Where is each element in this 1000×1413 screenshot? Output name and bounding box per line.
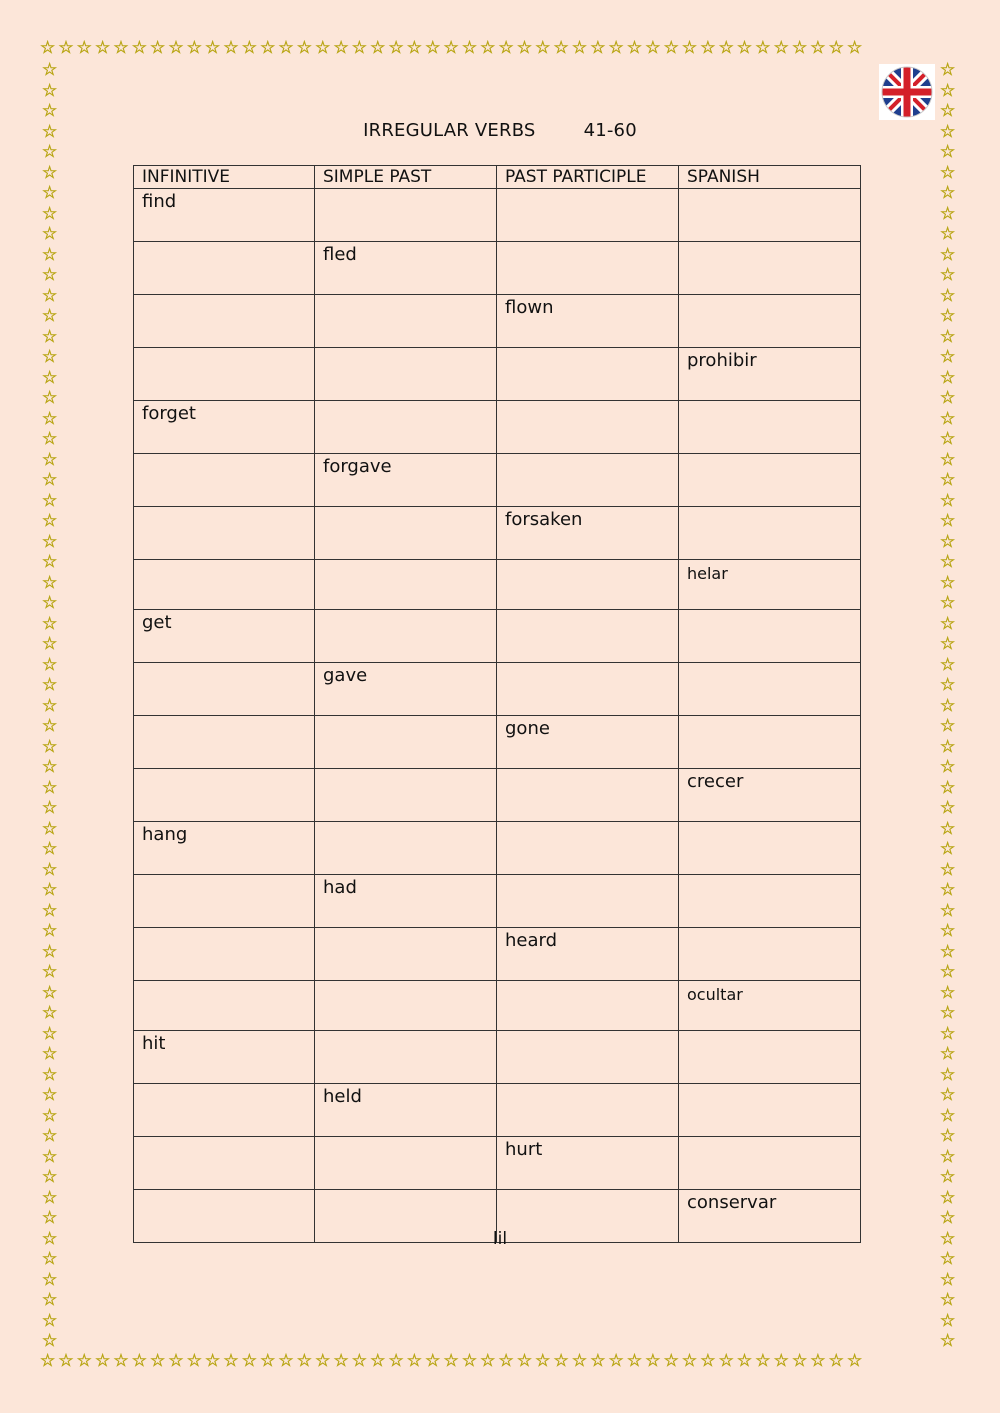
cell-simple-past[interactable] [315,560,497,610]
cell-past-participle[interactable]: heard [497,928,679,981]
cell-simple-past[interactable] [315,295,497,348]
cell-simple-past[interactable]: gave [315,663,497,716]
header-spanish: SPANISH [679,166,861,189]
table-row [134,401,861,454]
star-border-left: ☆☆☆☆☆☆☆☆☆☆☆☆☆☆☆☆☆☆☆☆☆☆☆☆☆☆☆☆☆☆☆☆☆☆☆☆☆☆☆☆☆☆☆☆☆☆☆☆☆☆☆☆☆☆☆☆☆☆☆☆☆☆☆ [42,60,58,1351]
star-border-top: ☆☆☆☆☆☆☆☆☆☆☆☆☆☆☆☆☆☆☆☆☆☆☆☆☆☆☆☆☆☆☆☆☆☆☆☆☆☆☆☆☆☆☆☆☆ [40,40,866,58]
cell-simple-past[interactable]: fled [315,242,497,295]
cell-infinitive[interactable]: find [134,189,315,242]
cell-simple-past[interactable]: forgave [315,454,497,507]
cell-past-participle[interactable]: gone [497,716,679,769]
footer-text: lil [492,1229,508,1249]
cell-past-participle[interactable] [497,189,679,242]
title-text: IRREGULAR VERBS [363,120,536,141]
table-row [134,1084,861,1137]
table-row [134,875,861,928]
table-row [134,507,861,560]
cell-past-participle[interactable] [497,348,679,401]
table-row [134,348,861,401]
cell-past-participle[interactable] [497,1084,679,1137]
table-row [134,981,861,1031]
cell-past-participle[interactable] [497,822,679,875]
cell-simple-past[interactable] [315,1031,497,1084]
uk-flag-icon [879,64,935,120]
cell-spanish[interactable] [679,610,861,663]
cell-spanish[interactable] [679,189,861,242]
cell-infinitive[interactable]: hit [134,1031,315,1084]
table-row [134,1031,861,1084]
cell-infinitive[interactable] [134,507,315,560]
cell-simple-past[interactable] [315,610,497,663]
table-row [134,1137,861,1190]
page-title [0,120,1000,141]
table-row [134,560,861,610]
cell-spanish[interactable]: conservar [679,1190,861,1243]
cell-spanish[interactable]: helar [679,560,861,610]
header-past-participle: PAST PARTICIPLE [497,166,679,189]
star-border-bottom: ☆☆☆☆☆☆☆☆☆☆☆☆☆☆☆☆☆☆☆☆☆☆☆☆☆☆☆☆☆☆☆☆☆☆☆☆☆☆☆☆☆☆☆☆☆ [40,1353,866,1371]
cell-infinitive[interactable]: get [134,610,315,663]
cell-spanish[interactable] [679,1137,861,1190]
cell-past-participle[interactable]: flown [497,295,679,348]
cell-simple-past[interactable] [315,928,497,981]
cell-simple-past[interactable] [315,348,497,401]
cell-past-participle[interactable] [497,454,679,507]
cell-spanish[interactable] [679,1084,861,1137]
cell-spanish[interactable] [679,242,861,295]
cell-past-participle[interactable] [497,560,679,610]
cell-spanish[interactable] [679,401,861,454]
cell-past-participle[interactable] [497,401,679,454]
header-row [134,166,861,189]
cell-spanish[interactable] [679,822,861,875]
cell-past-participle[interactable] [497,1031,679,1084]
cell-infinitive[interactable] [134,663,315,716]
cell-simple-past[interactable] [315,716,497,769]
cell-past-participle[interactable] [497,875,679,928]
cell-simple-past[interactable] [315,401,497,454]
table-row [134,769,861,822]
cell-infinitive[interactable] [134,454,315,507]
cell-simple-past[interactable] [315,189,497,242]
cell-simple-past[interactable] [315,1137,497,1190]
table-row [134,928,861,981]
cell-infinitive[interactable] [134,1084,315,1137]
cell-simple-past[interactable]: had [315,875,497,928]
table-row [134,454,861,507]
cell-past-participle[interactable] [497,242,679,295]
cell-spanish[interactable]: ocultar [679,981,861,1031]
cell-past-participle[interactable] [497,981,679,1031]
cell-infinitive[interactable] [134,560,315,610]
cell-infinitive[interactable] [134,295,315,348]
header-infinitive: INFINITIVE [134,166,315,189]
table-row [134,295,861,348]
table-row [134,610,861,663]
verbs-table [133,165,861,1243]
cell-spanish[interactable] [679,295,861,348]
cell-past-participle[interactable] [497,610,679,663]
header-simple-past: SIMPLE PAST [315,166,497,189]
cell-simple-past[interactable]: held [315,1084,497,1137]
cell-infinitive[interactable] [134,769,315,822]
cell-spanish[interactable] [679,716,861,769]
cell-spanish[interactable] [679,928,861,981]
cell-spanish[interactable] [679,875,861,928]
cell-infinitive[interactable] [134,1137,315,1190]
cell-spanish[interactable] [679,1031,861,1084]
cell-spanish[interactable] [679,663,861,716]
cell-simple-past[interactable] [315,822,497,875]
cell-infinitive[interactable] [134,981,315,1031]
cell-past-participle[interactable] [497,769,679,822]
cell-simple-past[interactable] [315,507,497,560]
cell-simple-past[interactable] [315,769,497,822]
cell-past-participle[interactable]: forsaken [497,507,679,560]
star-border-right: ☆☆☆☆☆☆☆☆☆☆☆☆☆☆☆☆☆☆☆☆☆☆☆☆☆☆☆☆☆☆☆☆☆☆☆☆☆☆☆☆☆☆☆☆☆☆☆☆☆☆☆☆☆☆☆☆☆☆☆☆☆☆☆ [940,60,956,1351]
cell-infinitive[interactable] [134,875,315,928]
table-row [134,189,861,242]
cell-infinitive[interactable]: hang [134,822,315,875]
table-row [134,716,861,769]
cell-infinitive[interactable] [134,348,315,401]
cell-infinitive[interactable]: forget [134,401,315,454]
table-row [134,242,861,295]
cell-past-participle[interactable] [497,663,679,716]
cell-spanish[interactable]: crecer [679,769,861,822]
cell-infinitive[interactable] [134,242,315,295]
table-row [134,663,861,716]
cell-infinitive[interactable] [134,716,315,769]
cell-simple-past[interactable] [315,981,497,1031]
cell-spanish[interactable] [679,507,861,560]
cell-spanish[interactable]: prohibir [679,348,861,401]
table-row [134,822,861,875]
cell-infinitive[interactable] [134,928,315,981]
cell-past-participle[interactable]: hurt [497,1137,679,1190]
cell-spanish[interactable] [679,454,861,507]
verb-range: 41-60 [583,120,637,141]
